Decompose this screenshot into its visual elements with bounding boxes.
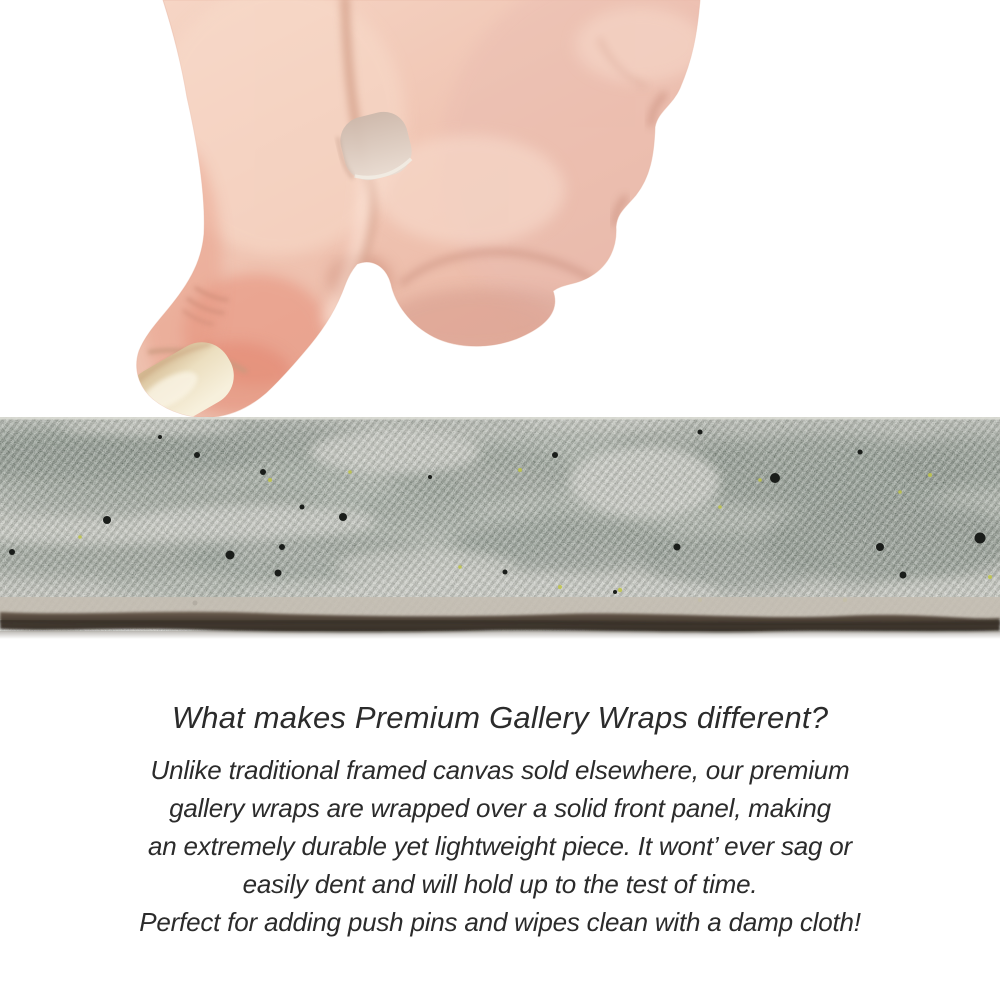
description-line: gallery wraps are wrapped over a solid front panel, making — [169, 793, 831, 823]
description-line: Perfect for adding push pins and wipes clean with a damp cloth! — [139, 907, 861, 937]
description-line: easily dent and will hold up to the test of time. — [242, 869, 758, 899]
hand-photo — [0, 0, 1000, 420]
description-line: an extremely durable yet lightweight piece. It wont’ ever sag or — [147, 831, 853, 861]
description-line: Unlike traditional framed canvas sold elsewhere, our premium — [150, 755, 850, 785]
canvas-edge-strip — [0, 417, 1000, 639]
info-text — [0, 700, 1000, 941]
headline: What makes Premium Gallery Wraps different? — [171, 700, 829, 735]
